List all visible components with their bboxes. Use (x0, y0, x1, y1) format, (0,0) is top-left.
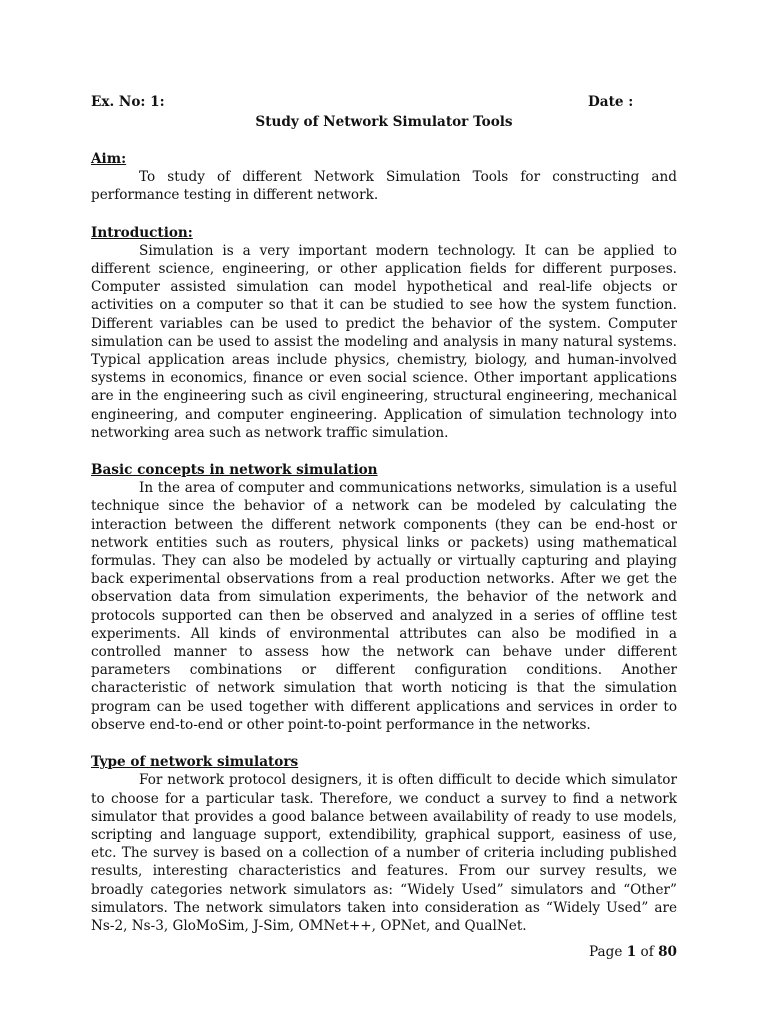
simulator-types-section (91, 753, 677, 935)
introduction-section (91, 224, 677, 442)
introduction-body: Simulation is a very important modern technology. It can be applied to different science, engineering, or other application fields for different purposes. Computer assisted simulation can model hypothetical and real-life objects or activities on a computer so that it can be studied to see how the system function. Different variables can be used to predict the behavior of the system. Computer simulation can be used to assist the modeling and analysis in many natural systems. Typical application areas include physics, chemistry, biology, and human-involved systems in economics, finance or even social science. Other important applications are in the engineering such as civil engineering, structural engineering, mechanical engineering, and computer engineering. Application of simulation technology into networking area such as network traffic simulation. (91, 242, 677, 441)
of-label: of (640, 944, 654, 960)
introduction-heading: Introduction: (91, 224, 193, 241)
aim-body: To study of different Network Simulation Tools for constructing and performance testing in different network. (91, 169, 677, 204)
document-title: Study of Network Simulator Tools (255, 114, 513, 130)
basic-concepts-heading: Basic concepts in network simulation (91, 462, 378, 479)
page-total: 80 (658, 944, 677, 960)
exercise-number: Ex. No: 1: (91, 94, 165, 110)
simulator-types-heading: Type of network simulators (91, 754, 299, 771)
basic-concepts-section (91, 461, 677, 734)
exercise-header (91, 92, 677, 112)
aim-heading: Aim: (91, 151, 127, 167)
date-label: Date : (588, 94, 634, 110)
page-number: 1 (626, 944, 637, 960)
page-label: Page (589, 944, 623, 960)
simulator-types-body: For network protocol designers, it is often difficult to decide which simulator to choose for a particular task. Therefore, we conduct a survey to find a network simulator that provides a good balance between availability of ready to use models, scripting and language support, extendibility, graphical support, easiness of use, etc. The survey is based on a collection of a number of criteria including published results, interesting characteristics and features. From our survey results, we broadly categories network simulators as: “Widely Used” simulators and “Other” simulators. The network simulators taken into consideration as “Widely Used” are Ns-2, Ns-3, GloMoSim, J-Sim, OMNet++, OPNet, and QualNet. (91, 772, 677, 934)
basic-concepts-body: In the area of computer and communications networks, simulation is a useful technique since the behavior of a network can be modeled by calculating the interaction between the different network components (they can be end-host or network entities such as routers, physical links or packets) using mathematical formulas. They can also be modeled by actually or virtually capturing and playing back experimental observations from a real production networks. After we get the observation data from simulation experiments, the behavior of the network and protocols supported can then be observed and analyzed in a series of offline test experiments. All kinds of environmental attributes can also be modified in a controlled manner to assess how the network can behave under different parameters combinations or different configuration conditions. Another characteristic of network simulation that worth noticing is that the simulation program can be used together with different applications and services in order to observe end-to-end or other point-to-point performance in the networks. (91, 480, 677, 733)
page-footer (589, 942, 677, 962)
document-page (91, 92, 677, 935)
aim-section (91, 150, 677, 205)
